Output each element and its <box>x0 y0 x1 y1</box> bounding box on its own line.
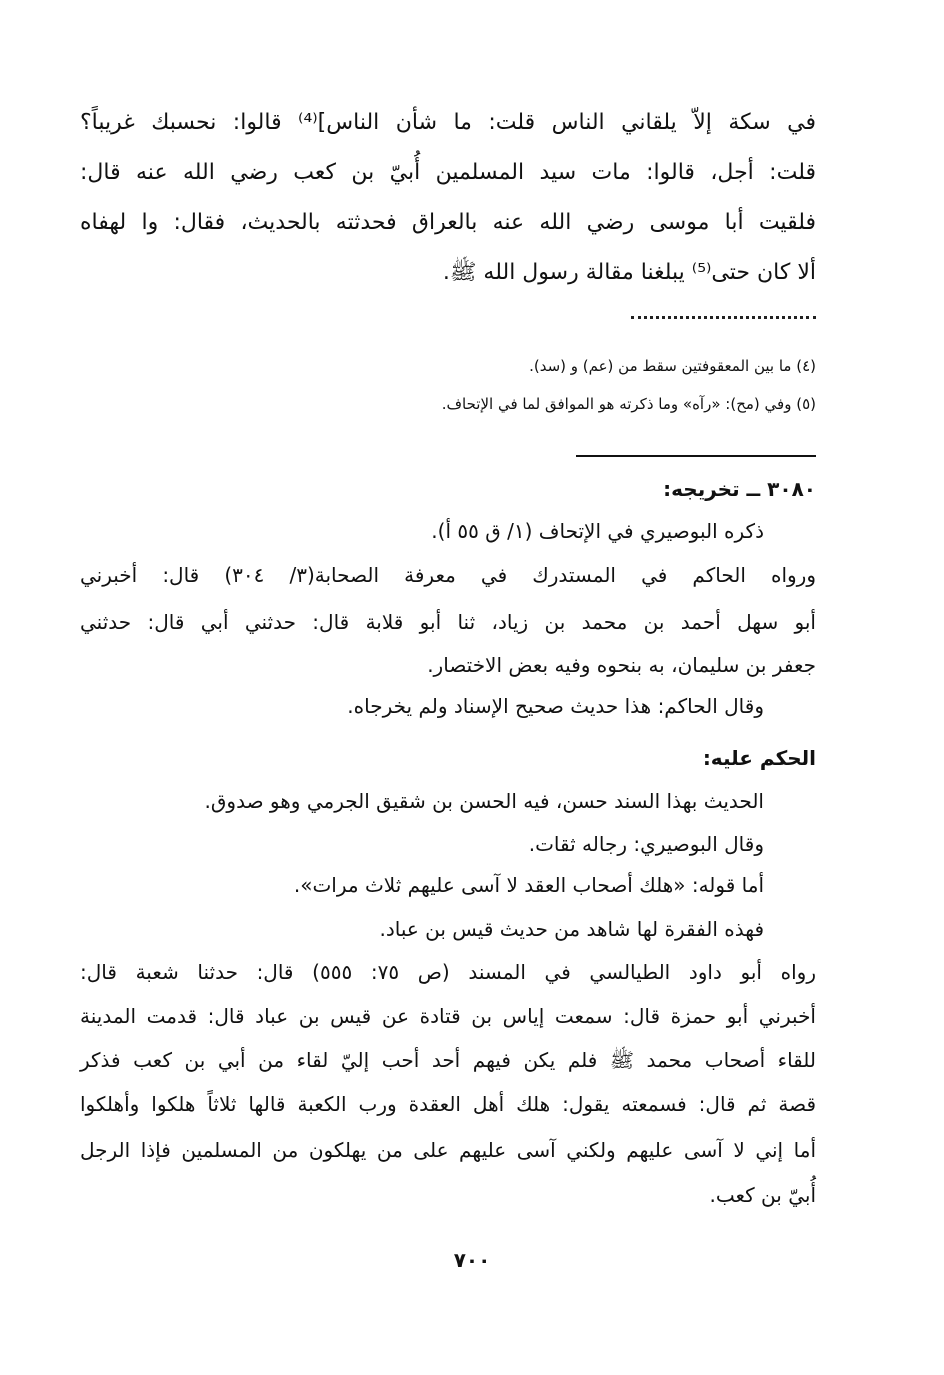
main-text-line-1: في سكة إلاّ يلقاني الناس قلت: ما شأن الناس]⁽⁴⁾ قالوا: نحسبك غريباً؟ <box>80 110 816 135</box>
final-line-1: رواه أبو داود الطيالسي في المسند (ص ٧٥: ٥٥٥) قال: حدثنا شعبة قال: <box>80 960 816 984</box>
final-line-2: أخبرني أبو حمزة قال: سمعت إياس بن قتادة عن قيس بن عباد قال: قدمت المدينة <box>80 1004 816 1028</box>
footnote-separator-dots <box>631 316 816 319</box>
final-line-6: أُبيّ بن كعب. <box>709 1183 816 1207</box>
hukm-heading: الحكم عليه: <box>702 746 816 770</box>
main-text-line-3: فلقيت أبا موسى رضي الله عنه بالعراق فحدثته بالحديث، فقال: وا لهفاه <box>80 210 816 235</box>
takhrij-heading: ٣٠٨٠ ــ تخريجه: <box>663 477 816 501</box>
takhrij-line-5: وقال الحاكم: هذا حديث صحيح الإسناد ولم يخرجاه. <box>347 694 764 718</box>
hukm-line-2: وقال البوصيري: رجاله ثقات. <box>528 832 764 856</box>
section-divider <box>576 455 816 457</box>
takhrij-line-1: ذكره البوصيري في الإتحاف (١/ ق ٥٥ أ). <box>431 519 764 543</box>
footnote-4: (٤) ما بين المعقوفتين سقط من (عم) و (سد). <box>529 357 816 375</box>
takhrij-line-3: أبو سهل أحمد بن محمد بن زياد، ثنا أبو قلابة قال: حدثني أبي قال: حدثني <box>80 610 816 634</box>
main-text-line-4: ألا كان حتى⁽⁵⁾ يبلغنا مقالة رسول الله ﷺ. <box>442 260 816 285</box>
footnote-5: (٥) وفي (مح): «رآه» وما ذكرته هو الموافق لما في الإتحاف. <box>441 395 816 413</box>
page-number: ٧٠٠ <box>453 1248 491 1272</box>
hukm-line-3: أما قوله: «هلك أصحاب العقد لا آسى عليهم ثلاث مرات». <box>293 873 764 897</box>
hukm-line-1: الحديث بهذا السند حسن، فيه الحسن بن شقيق الجرمي وهو صدوق. <box>204 789 764 813</box>
takhrij-line-2: ورواه الحاكم في المستدرك في معرفة الصحابة(٣/ ٣٠٤) قال: أخبرني <box>80 563 816 587</box>
main-text-line-2: قلت: أجل، قالوا: مات سيد المسلمين أُبيّ بن كعب رضي الله عنه قال: <box>80 160 816 185</box>
hukm-line-4: فهذه الفقرة لها شاهد من حديث قيس بن عباد. <box>379 917 764 941</box>
final-line-4: قصة ثم قال: فسمعته يقول: هلك أهل العقدة ورب الكعبة قالها ثلاثاً هلكوا وأهلكوا <box>80 1092 816 1116</box>
final-line-3: للقاء أصحاب محمد ﷺ فلم يكن فيهم أحد أحب إليّ لقاء من أبي بن كعب فذكر <box>80 1048 816 1072</box>
final-line-5: أما إني لا آسى عليهم ولكني آسى عليهم على من يهلكون من المسلمين فإذا الرجل <box>80 1138 816 1162</box>
takhrij-line-4: جعفر بن سليمان، به بنحوه وفيه بعض الاختصار. <box>427 653 816 677</box>
